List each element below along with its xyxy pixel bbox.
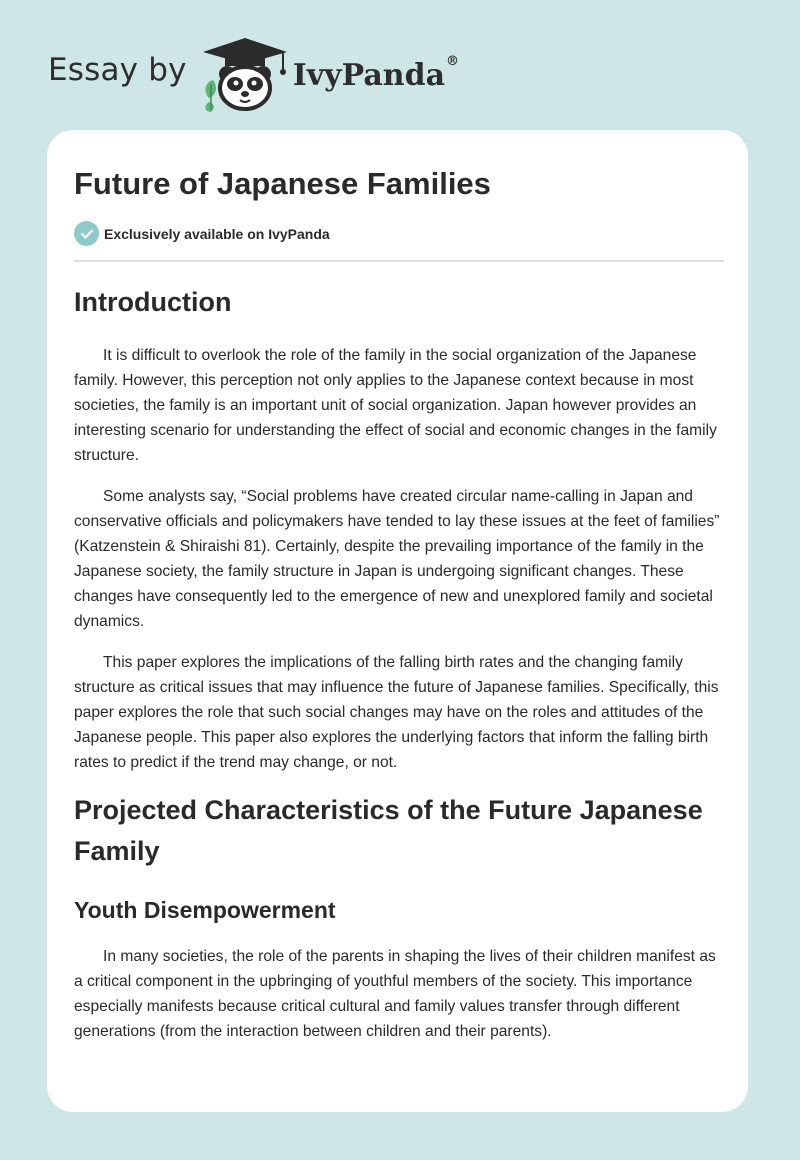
exclusive-badge bbox=[74, 221, 330, 246]
brand-name[interactable]: IvyPanda® bbox=[292, 53, 460, 93]
exclusive-badge-text: Exclusively available on IvyPanda bbox=[104, 225, 330, 242]
check-icon bbox=[74, 221, 99, 246]
registered-mark: ® bbox=[446, 53, 460, 69]
ivypanda-logo-icon[interactable] bbox=[201, 36, 289, 112]
paragraph: This paper explores the implications of the falling birth rates and the changing family structure as critical issues that may influence the future of Japanese families. Specifically, this paper explores the role that such social changes may have on the roles and attitudes of the Japanese people. This paper also explores the underlying factors that inform the falling birth rates to predict if the trend may change, or not. bbox=[74, 654, 719, 771]
section-heading-introduction: Introduction bbox=[74, 287, 232, 317]
paragraph: It is difficult to overlook the role of the family in the social organization of the Japanese family. However, this perception not only applies to the Japanese context because in most societies, the family is an important unit of social organization. Japan however provides an interesting scenario for understanding the effect of social and economic changes in the family structure. bbox=[74, 347, 717, 464]
section-heading-projected-characteristics: Projected Characteristics of the Future Japanese Family bbox=[74, 795, 703, 866]
title-divider bbox=[74, 260, 724, 262]
site-header bbox=[48, 36, 459, 112]
essay-by-label: Essay by bbox=[48, 52, 187, 88]
article-title: Future of Japanese Families bbox=[74, 166, 491, 201]
paragraph: In many societies, the role of the parents in shaping the lives of their children manifest as a critical component in the upbringing of youthful members of the society. This importance especially manifests because critical cultural and family values transfer through different generations (from the interaction between children and their parents). bbox=[74, 948, 716, 1040]
subsection-heading-youth-disempowerment: Youth Disempowerment bbox=[74, 897, 336, 923]
article-card bbox=[47, 130, 748, 1112]
paragraph: Some analysts say, “Social problems have created circular name-calling in Japan and conservative officials and policymakers have tended to lay these issues at the feet of families” (Katzenstein & Shiraishi 81). Certainly, despite the prevailing importance of the family in the Japanese society, the family structure in Japan is undergoing significant changes. These changes have consequently led to the emergence of new and unexplored family and societal dynamics. bbox=[74, 488, 720, 630]
